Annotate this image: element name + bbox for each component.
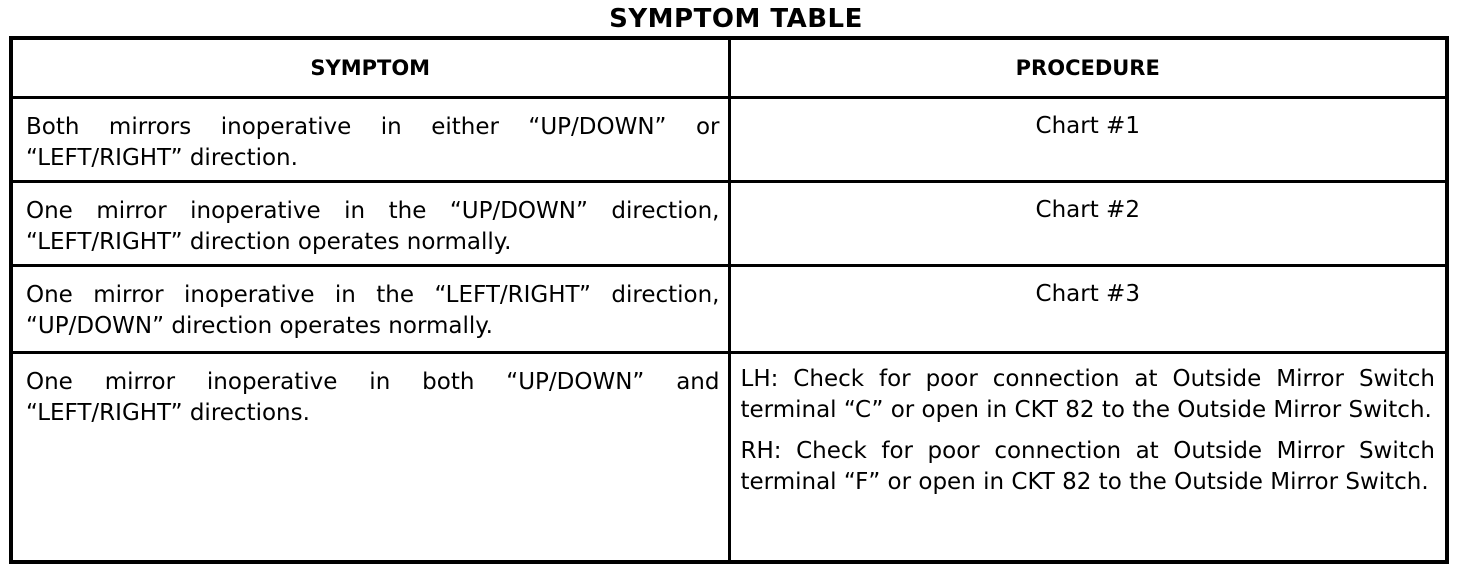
procedure-cell xyxy=(729,182,1447,266)
symptom-column-header: SYMPTOM xyxy=(11,38,729,98)
table-row xyxy=(11,266,1447,353)
page-title: SYMPTOM TABLE xyxy=(609,4,863,34)
procedure-text: Chart #3 xyxy=(1035,281,1140,307)
symptom-text: One mirror inoperative in both “UP/DOWN” and “LEFT/RIGHT” directions. xyxy=(26,369,720,426)
procedure-cell xyxy=(729,266,1447,353)
symptom-text: Both mirrors inoperative in either “UP/DOWN” or “LEFT/RIGHT” direction. xyxy=(26,114,720,171)
procedure-column-header: PROCEDURE xyxy=(729,38,1447,98)
table-row xyxy=(11,182,1447,266)
symptom-table xyxy=(9,36,1449,564)
table-row xyxy=(11,98,1447,182)
procedure-text: Chart #1 xyxy=(1035,113,1140,139)
procedure-cell xyxy=(729,98,1447,182)
symptom-cell xyxy=(11,98,729,182)
symptom-cell xyxy=(11,353,729,563)
symptom-cell xyxy=(11,182,729,266)
table-row xyxy=(11,353,1447,563)
symptom-text: One mirror inoperative in the “LEFT/RIGHT” direction, “UP/DOWN” direction operates normally. xyxy=(26,282,720,339)
procedure-text: Chart #2 xyxy=(1035,197,1140,223)
procedure-cell xyxy=(729,353,1447,563)
symptom-text: One mirror inoperative in the “UP/DOWN” direction, “LEFT/RIGHT” direction operates normally. xyxy=(26,198,720,255)
table-header-row xyxy=(11,38,1447,98)
procedure-lh-text: LH: Check for poor connection at Outside Mirror Switch terminal “C” or open in CKT 82 to the Outside Mirror Switch. xyxy=(740,366,1435,423)
symptom-cell xyxy=(11,266,729,353)
procedure-rh-text: RH: Check for poor connection at Outside Mirror Switch terminal “F” or open in CKT 82 to the Outside Mirror Switch. xyxy=(740,438,1435,495)
